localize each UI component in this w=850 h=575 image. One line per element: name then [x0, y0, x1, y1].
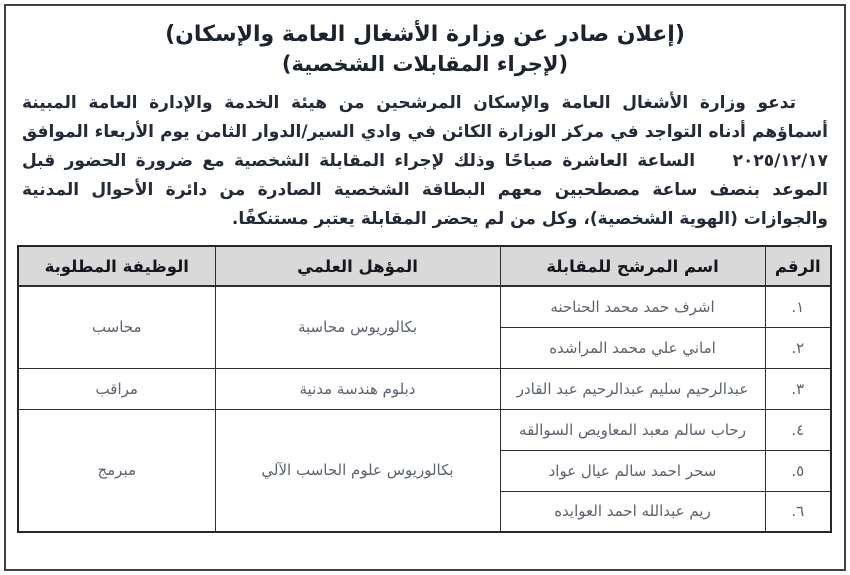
qualification-cell: بكالوريوس محاسبة	[215, 286, 500, 368]
qualification-cell: دبلوم هندسة مدنية	[215, 368, 500, 409]
title-line-1: (إعلان صادر عن وزارة الأشغال العامة والإسكان)	[165, 22, 685, 47]
row-number: ٣.	[765, 368, 831, 409]
table-row	[18, 409, 831, 450]
qualification-cell: بكالوريوس علوم الحاسب الآلي	[215, 409, 500, 532]
header-qualification: المؤهل العلمي	[215, 246, 500, 286]
row-number: ٦.	[765, 491, 831, 532]
row-number: ٥.	[765, 450, 831, 491]
header-candidate-name: اسم المرشح للمقابلة	[500, 246, 765, 286]
candidate-name: سحر احمد سالم عيال عواد	[500, 450, 765, 491]
title-line-2: (لإجراء المقابلات الشخصية)	[281, 52, 569, 76]
row-number: ٤.	[765, 409, 831, 450]
position-cell: محاسب	[18, 286, 215, 368]
page-content	[6, 6, 844, 569]
position-cell: مراقب	[18, 368, 215, 409]
row-number: ١.	[765, 286, 831, 327]
row-number: ٢.	[765, 327, 831, 368]
announcement-body-text: تدعو وزارة الأشغال العامة والإسكان المرشحين من هيئة الخدمة والإدارة العامة المبينة أسماؤهم أدناه التواجد في مركز الوزارة الكائن في وادي السير/الدوار الثامن يوم الأربعاء الموافق ٢٠٢٥/١٢/١٧ الساعة العاشرة صباحًا وذلك لإجراء المقابلة الشخصية مع ضرورة الحضور قبل الموعد بنصف ساعة مصطحبين معهم البطاقة الشخصية الصادرة من دائرة الأحوال المدنية والجوازات (الهوية الشخصية)، وكل من لم يحضر المقابلة يعتبر مستنكفًا.	[22, 93, 828, 229]
candidate-name: ريم عبدالله احمد العوايده	[500, 491, 765, 532]
table-header-row	[18, 246, 831, 286]
candidates-table	[17, 245, 832, 533]
candidate-name: اشرف حمد محمد الحناحنه	[500, 286, 765, 327]
header-position: الوظيفة المطلوبة	[18, 246, 215, 286]
candidate-name: عبدالرحيم سليم عبدالرحيم عبد القادر	[500, 368, 765, 409]
announcement-title	[18, 20, 832, 79]
table-row	[18, 286, 831, 327]
header-number: الرقم	[765, 246, 831, 286]
position-cell: مبرمج	[18, 409, 215, 532]
candidate-name: رحاب سالم معبد المعاويص السوالقه	[500, 409, 765, 450]
table-row	[18, 368, 831, 409]
candidate-name: اماني علي محمد المراشده	[500, 327, 765, 368]
